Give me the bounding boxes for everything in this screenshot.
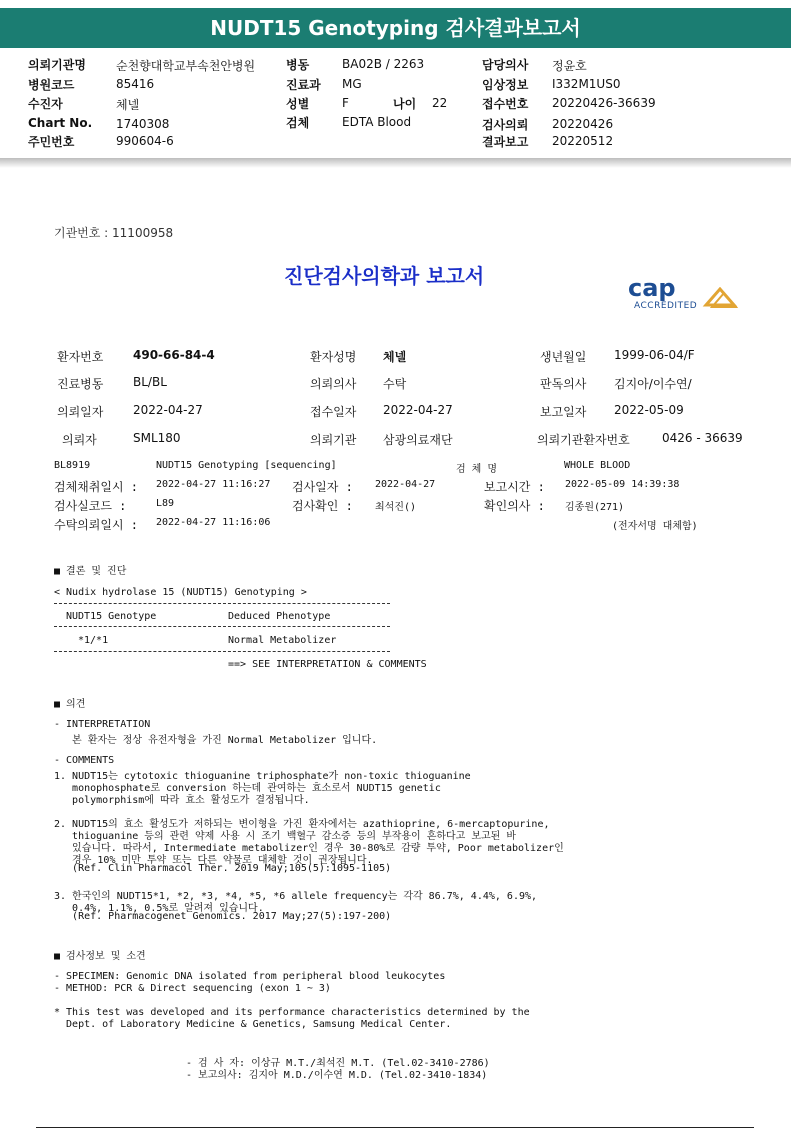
- test-dev-note: * This test was developed and its performance characteristics determined by the: [54, 1007, 530, 1018]
- label-requester: 의뢰자: [62, 433, 97, 447]
- value-pt-name: 체넬: [383, 350, 407, 364]
- comment-2-line: 경우 10% 미만 투약 또는 다른 약물로 대체할 것이 권장됩니다.: [54, 855, 373, 866]
- label-rcv-date: 접수일자: [310, 405, 357, 419]
- cap-accredited-text: ACCREDITED: [634, 301, 698, 311]
- value-dob: 1999-06-04/F: [614, 348, 695, 362]
- label-test-specimen: 검 체 명: [456, 464, 498, 475]
- value-requester: SML180: [133, 431, 181, 445]
- label-confirm-doc: 확인의사 :: [484, 499, 545, 513]
- tester-signature: - 검 사 자: 이상규 M.T./최석진 M.T. (Tel.02-3410-2786): [186, 1058, 490, 1069]
- label-report-date: 결과보고: [482, 135, 529, 149]
- comment-1-line: monophosphate로 conversion 하는데 관여하는 효소로서 NUDT15 genetic: [54, 783, 441, 794]
- value-dept: MG: [342, 77, 362, 91]
- value-doctor: 정윤호: [552, 59, 587, 73]
- value-age: 22: [432, 96, 448, 110]
- value-read-doc: 김지아/이수연/: [614, 377, 692, 391]
- comment-2-line: 2. NUDT15의 효소 활성도가 저하되는 변이형을 가진 환자에서는 azathioprine, 6-mercaptopurine,: [54, 819, 550, 830]
- label-sex: 성별: [286, 97, 310, 111]
- comments-title: - COMMENTS: [54, 755, 115, 766]
- label-rpt-date: 보고일자: [540, 405, 587, 419]
- value-confirm: 최석진(): [375, 502, 417, 513]
- comment-2-line: thioguanine 등의 관련 약제 사용 시 조기 백혈구 감소증 등의 부작용이 흔하다고 보고된 바: [54, 831, 517, 842]
- value-room-code: L89: [156, 498, 175, 509]
- report-title-bar: NUDT15 Genotyping 검사결과보고서: [0, 8, 791, 48]
- value-specimen: EDTA Blood: [342, 115, 412, 129]
- institution-number: 기관번호 : 11100958: [54, 226, 174, 240]
- column-phenotype: Deduced Phenotype: [228, 611, 331, 622]
- label-receipt: 접수번호: [482, 97, 529, 111]
- table-top-rule: [54, 603, 390, 604]
- value-confirm-doc: 김종원(271): [565, 502, 625, 513]
- genotype-value: *1/*1: [78, 635, 109, 646]
- table-header-rule: [54, 626, 390, 627]
- method-info: - METHOD: PCR & Direct sequencing (exon 1 ~ 3): [54, 983, 331, 994]
- label-doctor: 담당의사: [482, 58, 529, 72]
- result-subheading: < Nudix hydrolase 15 (NUDT15) Genotyping >: [54, 587, 307, 598]
- value-rcv-date: 2022-04-27: [383, 403, 453, 417]
- value-ward: BL/BL: [133, 375, 167, 389]
- value-req-date: 20220426: [552, 117, 614, 131]
- test-code: BL8919: [54, 460, 91, 471]
- specimen-info: - SPECIMEN: Genomic DNA isolated from peripheral blood leukocytes: [54, 971, 446, 982]
- value-test-date: 2022-04-27: [375, 479, 436, 490]
- report-title: 진단검사의학과 보고서: [284, 264, 485, 288]
- test-name: NUDT15 Genotyping [sequencing]: [156, 460, 337, 471]
- column-genotype: NUDT15 Genotype: [66, 611, 157, 622]
- value-clinical: I332M1US0: [552, 77, 621, 91]
- label-dob: 생년월일: [540, 350, 587, 364]
- value-report-date: 20220512: [552, 134, 614, 148]
- label-confirm: 검사확인 :: [292, 499, 353, 513]
- label-ward: 병동: [286, 58, 310, 72]
- label-test-date: 검사일자 :: [292, 480, 353, 494]
- interpretation-title: - INTERPRETATION: [54, 719, 151, 730]
- label-inst-pt-no: 의뢰기관환자번호: [537, 433, 630, 447]
- value-req-inst: 삼광의료재단: [383, 433, 453, 447]
- value-rrn: 990604-6: [116, 134, 174, 148]
- value-report-time: 2022-05-09 14:39:38: [565, 479, 680, 490]
- comment-3-line: 3. 한국인의 NUDT15*1, *2, *3, *4, *5, *6 allele frequency는 각각 86.7%, 4.4%, 6.9%,: [54, 891, 538, 902]
- test-info-heading: ■ 검사정보 및 소견: [54, 951, 146, 962]
- cap-accredited-logo: [626, 268, 736, 314]
- value-ward: BA02B / 2263: [342, 57, 425, 71]
- value-patient: 체넬: [116, 98, 140, 112]
- label-dept: 진료과: [286, 78, 321, 92]
- label-room-code: 검사실코드 :: [54, 499, 127, 513]
- label-req-doc: 의뢰의사: [310, 377, 357, 391]
- value-receipt: 20220426-36639: [552, 96, 656, 110]
- value-inst-pt-no: 0426 - 36639: [662, 431, 743, 445]
- value-collect: 2022-04-27 11:16:27: [156, 479, 271, 490]
- value-pt-no: 490-66-84-4: [133, 348, 215, 362]
- label-rrn: 주민번호: [28, 135, 75, 149]
- comment-2-line: (Ref. Clin Pharmacol Ther. 2019 May;105(5):1095-1105): [54, 863, 392, 874]
- label-req-hospital: 의뢰기관명: [28, 58, 86, 72]
- value-req-doc: 수탁: [383, 377, 407, 391]
- label-patient: 수진자: [28, 97, 63, 111]
- label-chart: Chart No.: [28, 116, 93, 130]
- phenotype-value: Normal Metabolizer: [228, 635, 337, 646]
- value-rpt-date: 2022-05-09: [614, 403, 684, 417]
- comment-2-line: 있습니다. 따라서, Intermediate metabolizer인 경우 30-80%로 감량 투약, Poor metabolizer인: [54, 843, 564, 854]
- value-contract: 2022-04-27 11:16:06: [156, 517, 271, 528]
- label-collect: 검체채취일시 :: [54, 480, 139, 494]
- label-ward: 진료병동: [57, 377, 104, 391]
- label-clinical: 임상정보: [482, 78, 529, 92]
- footer-rule: [36, 1127, 754, 1128]
- cap-logo-text: cap: [628, 274, 676, 302]
- value-req-hospital: 순천향대학교부속천안병원: [116, 59, 256, 73]
- reporter-signature: - 보고의사: 김지아 M.D./이수연 M.D. (Tel.02-3410-1834): [186, 1070, 488, 1081]
- esign-note: (전자서명 대체함): [612, 521, 698, 532]
- opinion-heading: ■ 의견: [54, 699, 86, 710]
- value-test-specimen: WHOLE BLOOD: [564, 460, 631, 471]
- label-req-date: 의뢰일자: [57, 405, 104, 419]
- label-pt-name: 환자성명: [310, 350, 357, 364]
- comment-3-line: 0.4%, 1.1%, 0.5%로 알려져 있습니다.: [54, 903, 264, 914]
- label-contract: 수탁의뢰일시 :: [54, 518, 139, 532]
- see-comments-note: ==> SEE INTERPRETATION & COMMENTS: [228, 659, 427, 670]
- label-specimen: 검체: [286, 116, 310, 130]
- value-req-date: 2022-04-27: [133, 403, 203, 417]
- test-dev-note: Dept. of Laboratory Medicine & Genetics, Samsung Medical Center.: [54, 1019, 452, 1030]
- value-chart: 1740308: [116, 117, 170, 131]
- value-sex: F: [342, 96, 349, 110]
- comment-1-line: polymorphism에 따라 효소 활성도가 결정됩니다.: [54, 795, 310, 806]
- header-divider: [0, 158, 791, 168]
- table-bottom-rule: [54, 651, 390, 652]
- label-report-time: 보고시간 :: [484, 480, 545, 494]
- value-hosp-code: 85416: [116, 77, 155, 91]
- label-pt-no: 환자번호: [57, 350, 104, 364]
- label-read-doc: 판독의사: [540, 377, 587, 391]
- result-heading: ■ 결론 및 진단: [54, 566, 127, 577]
- label-hosp-code: 병원코드: [28, 78, 75, 92]
- label-req-inst: 의뢰기관: [310, 433, 357, 447]
- comment-3-line: (Ref. Pharmacogenet Genomics. 2017 May;27(5):197-200): [54, 911, 392, 922]
- interpretation-text: 본 환자는 정상 유전자형을 가진 Normal Metabolizer 입니다.: [54, 735, 378, 746]
- label-age: 나이: [393, 97, 417, 111]
- comment-1-line: 1. NUDT15는 cytotoxic thioguanine triphosphate가 non-toxic thioguanine: [54, 771, 471, 782]
- label-req-date: 검사의뢰: [482, 118, 529, 132]
